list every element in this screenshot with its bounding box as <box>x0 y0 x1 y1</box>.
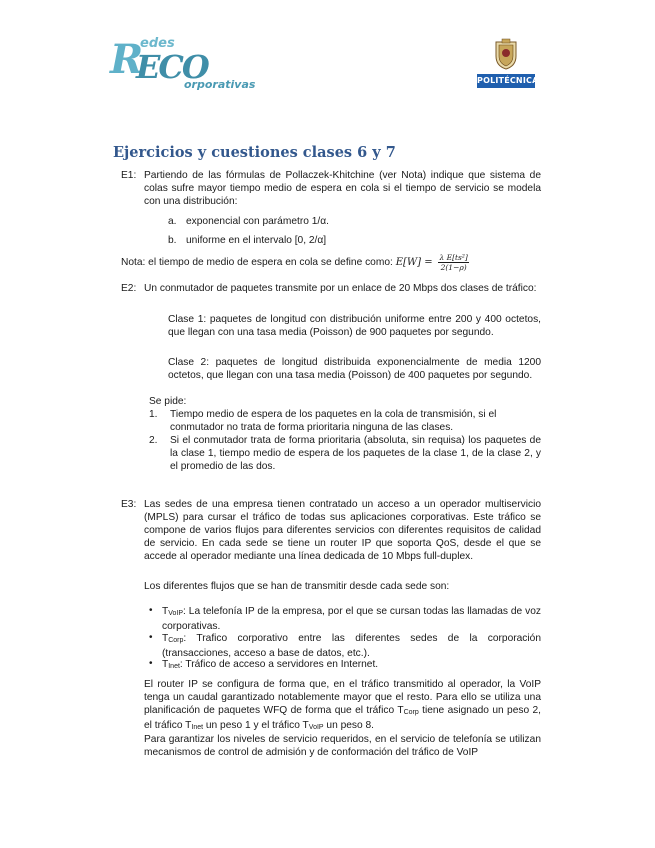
politecnica-logo <box>477 38 537 90</box>
se-pide: Se pide: <box>149 396 187 407</box>
page-title: Ejercicios y cuestiones clases 6 y 7 <box>113 144 396 161</box>
exercise-e2-text: Un conmutador de paquetes transmite por un enlace de 20 Mbps dos clases de tráfico: <box>144 283 537 294</box>
formula-lhs: E[W] = <box>395 257 433 269</box>
formula-fraction <box>438 253 468 272</box>
formula-note <box>121 253 551 272</box>
bullet-icon: • <box>149 605 153 616</box>
flow-item-corp: TCorp: Trafico corporativo entre las diferentes sedes de la corporación (transacciones, acceso a base de datos, etc.). <box>162 633 541 659</box>
flows-intro: Los diferentes flujos que se han de transmitir desde cada sede son: <box>144 581 450 592</box>
flow-item-inet: TInet: Tráfico de acceso a servidores en Internet. <box>162 659 379 670</box>
exercise-label-e2: E2: <box>121 283 137 294</box>
option-text: exponencial con parámetro 1/α. <box>186 216 329 227</box>
item-text: Tiempo medio de espera de los paquetes en la cola de transmisión, si el conmutador no trata de forma prioritaria ninguna de las clases. <box>170 409 497 433</box>
note-text: Nota: el tiempo de medio de espera en cola se define como: <box>121 257 393 269</box>
option-text: uniforme en el intervalo [0, 2/α] <box>186 235 327 246</box>
exercise-e1-text: Partiendo de las fórmulas de Pollaczek-Khitchine (ver Nota) indique que sistema de colas sufre mayor tiempo medio de espera en cola si el tiempo de servicio se modela con una distribución: <box>144 170 541 207</box>
item-text: Si el conmutador trata de forma prioritaria (absoluta, sin requisa) los paquetes de la clase 1, tiempo medio de espera de los paquetes de la clase 1, de la clase 2, y el promedio de las dos. <box>170 435 541 472</box>
redes-corporativas-logo: edes R ECO orporativas <box>110 36 256 91</box>
last-paragraph: Para garantizar los niveles de servicio requeridos, en el servicio de telefonía se utilizan mecanismos de control de admisión y de conformación del tráfico de VoIP <box>144 734 541 758</box>
option-letter: a. <box>168 216 177 227</box>
item-number: 1. <box>149 409 158 420</box>
flow-item-voip: TVoIP: La telefonía IP de la empresa, por el que se cursan todas las llamadas de voz corporativas. <box>162 606 541 632</box>
item-number: 2. <box>149 435 158 446</box>
option-letter: b. <box>168 235 177 246</box>
bullet-icon: • <box>149 632 153 643</box>
exercise-e3-intro: Las sedes de una empresa tienen contratado un acceso a un operador multiservicio (MPLS) para cursar el tráfico de todas sus aplicaciones corporativas. Este tráfico se compone de varios flujos para diferentes servicios con diferentes requisitos de calidad de servicio. En cada sede se tiene un router IP que soporta QoS, desde el que se accede al operador mediante una línea dedicada de 10 Mbps full-duplex. <box>144 499 541 562</box>
class1-text: Clase 1: paquetes de longitud con distribución uniforme entre 200 y 400 octetos, que llegan con una tasa media (Poisson) de 900 paquetes por segundo. <box>168 314 541 338</box>
formula-denominator: 2(1−ρ) <box>440 263 467 272</box>
politecnica-label: POLITÉCNICA <box>477 74 535 88</box>
exercise-label-e3: E3: <box>121 499 137 510</box>
exercise-label-e1: E1: <box>121 170 137 181</box>
class2-text: Clase 2: paquetes de longitud distribuida exponencialmente de media 1200 octetos, que llegan con una tasa media (Poisson) de 400 paquetes por segundo. <box>168 357 541 381</box>
formula-numerator: λ E[ts²] <box>439 253 468 262</box>
bullet-icon: • <box>149 658 153 669</box>
router-paragraph: El router IP se configura de forma que, en el tráfico transmitido al operador, la VoIP tenga un caudal garantizado notablemente mayor que el resto. Para ello se utiliza una planificación de paquetes WFQ de forma que el tráfico TCorp tiene asignado un peso 2, el tráfico TInet un peso 1 y el tráfico TVoIP un peso 8. <box>144 679 541 731</box>
university-seal-icon <box>493 38 519 70</box>
